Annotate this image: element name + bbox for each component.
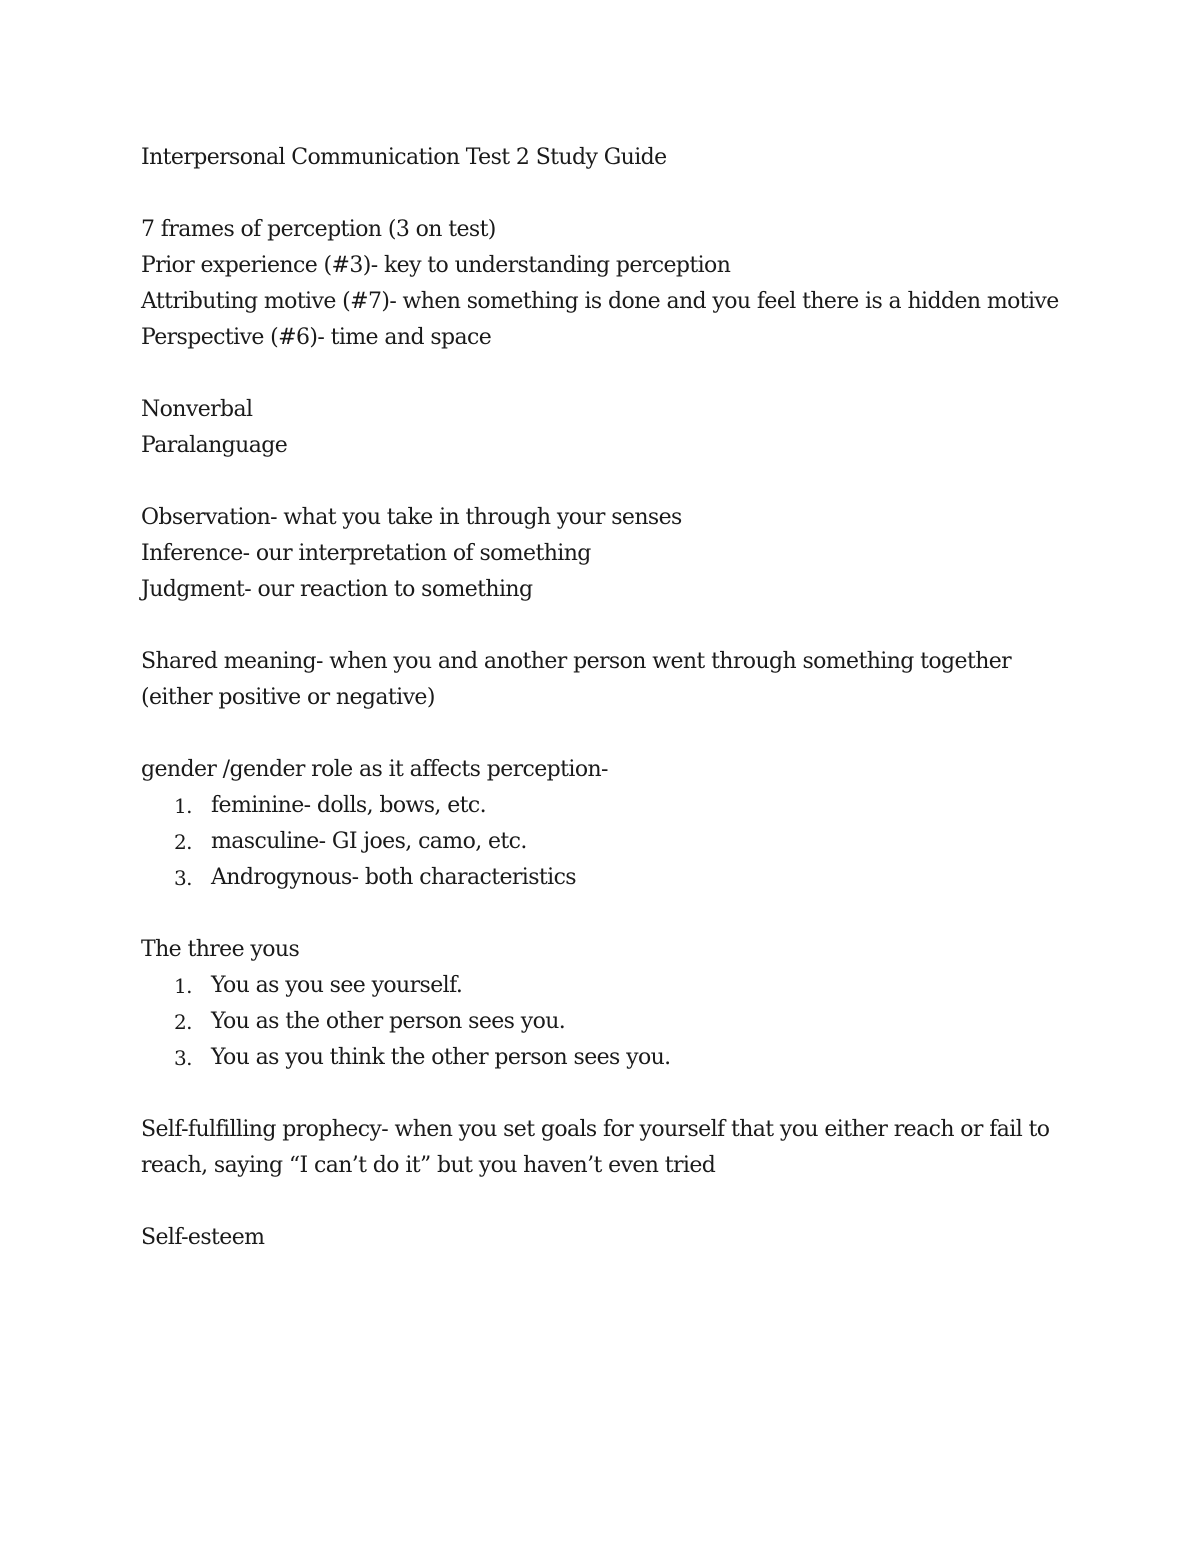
frame-item: Attributing motive (#7)- when something is done and you feel there is a hidden motive (141, 289, 1059, 314)
paralanguage-heading: Paralanguage (141, 433, 288, 458)
blank-line (141, 608, 1101, 644)
list-number: 3. (174, 866, 192, 890)
list-item-text: Androgynous- both characteristics (211, 865, 576, 890)
self-esteem-heading: Self-esteem (141, 1225, 265, 1250)
judgment-definition: Judgment- our reaction to something (141, 577, 533, 602)
blank-line (141, 716, 1101, 752)
self-fulfilling-prophecy-continuation: reach, saying “I can’t do it” but you haven’t even tried (141, 1153, 716, 1178)
list-item (141, 1040, 1101, 1076)
list-item-text: feminine- dolls, bows, etc. (211, 793, 486, 818)
three-yous-heading: The three yous (141, 937, 300, 962)
observation-definition: Observation- what you take in through your senses (141, 505, 682, 530)
blank-line (141, 1076, 1101, 1112)
frame-item: Perspective (#6)- time and space (141, 325, 492, 350)
list-number: 3. (174, 1046, 192, 1070)
shared-meaning-continuation: (either positive or negative) (141, 685, 435, 710)
list-item-text: You as the other person sees you. (211, 1009, 566, 1034)
inference-definition: Inference- our interpretation of something (141, 541, 591, 566)
list-item-text: You as you think the other person sees you. (211, 1045, 671, 1070)
list-item (141, 860, 1101, 896)
list-item (141, 968, 1101, 1004)
list-number: 1. (174, 974, 192, 998)
list-item-text: You as you see yourself. (211, 973, 463, 998)
shared-meaning-definition: Shared meaning- when you and another person went through something together (141, 649, 1012, 674)
list-item (141, 824, 1101, 860)
list-item (141, 1004, 1101, 1040)
gender-heading: gender /gender role as it affects perception- (141, 757, 608, 782)
list-number: 2. (174, 830, 192, 854)
list-item-text: masculine- GI joes, camo, etc. (211, 829, 527, 854)
blank-line (141, 176, 1101, 212)
list-number: 1. (174, 794, 192, 818)
blank-line (141, 356, 1101, 392)
blank-line (141, 1184, 1101, 1220)
document-title: Interpersonal Communication Test 2 Study Guide (141, 145, 667, 170)
self-fulfilling-prophecy-definition: Self-fulfilling prophecy- when you set goals for yourself that you either reach or fail to (141, 1117, 1050, 1142)
blank-line (141, 464, 1101, 500)
nonverbal-heading: Nonverbal (141, 397, 253, 422)
blank-line (141, 896, 1101, 932)
three-yous-list (141, 968, 1101, 1076)
gender-list (141, 788, 1101, 896)
document-body (141, 140, 1101, 1256)
list-number: 2. (174, 1010, 192, 1034)
frame-item: Prior experience (#3)- key to understanding perception (141, 253, 731, 278)
list-item (141, 788, 1101, 824)
frames-heading: 7 frames of perception (3 on test) (141, 217, 496, 242)
